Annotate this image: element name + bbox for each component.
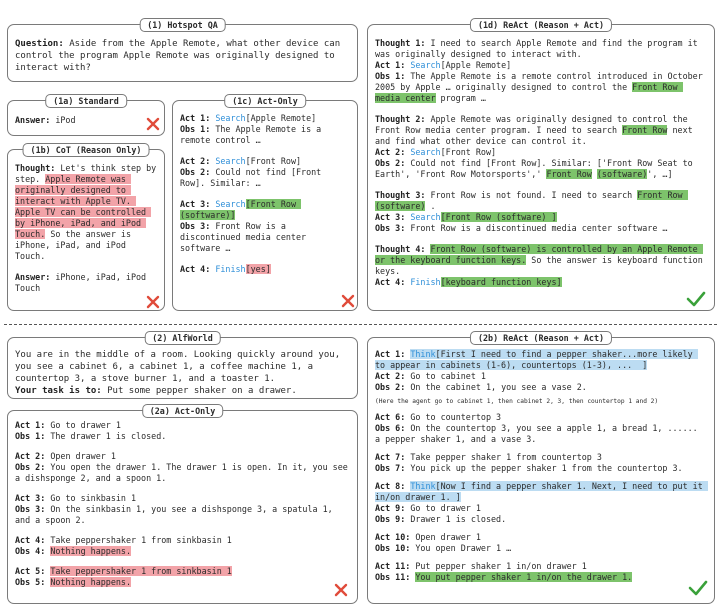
act-step: Act 1: Search[Apple Remote] <box>180 113 317 123</box>
check-mark-icon <box>686 291 706 307</box>
act-only-title: (1c) Act-Only <box>224 94 306 108</box>
act-step: Act 4: Finish[keyboard function keys] <box>375 277 562 287</box>
alf-react-panel <box>367 333 715 604</box>
cot-panel <box>7 145 165 311</box>
obs-step: Obs 11: You put pepper shaker 1 in/on the drawer 1. <box>375 572 633 582</box>
obs-step: Obs 3: On the sinkbasin 1, you see a dishsponge 3, a spatula 1, and a spoon 2. <box>15 504 338 525</box>
act-step: Act 4: Take peppershaker 1 from sinkbasin 1 <box>15 535 232 545</box>
obs-step: Obs 3: Front Row is a discontinued media center software … <box>375 223 668 233</box>
act-step: Act 2: Open drawer 1 <box>15 451 116 461</box>
obs-step: Obs 10: You open Drawer 1 … <box>375 543 512 553</box>
act-step: Act 3: Search[Front Row (software) ] <box>375 212 557 222</box>
obs-step: Obs 7: You pick up the pepper shaker 1 from the countertop 3. <box>375 463 683 473</box>
act-step: Act 5: Take peppershaker 1 from sinkbasin 1 <box>15 566 232 576</box>
skipped-steps-note: (Here the agent go to cabinet 1, then cabinet 2, 3, then countertop 1 and 2) <box>375 398 659 405</box>
alfworld-panel <box>7 333 358 399</box>
obs-step: Obs 9: Drawer 1 is closed. <box>375 514 507 524</box>
act-step: Act 7: Take pepper shaker 1 from countertop 3 <box>375 452 602 462</box>
cross-mark-icon <box>146 117 160 131</box>
act-step: Act 4: Finish[yes] <box>180 264 271 274</box>
standard-title: (1a) Standard <box>45 94 127 108</box>
act-step: Act 2: Go to cabinet 1 <box>375 371 486 381</box>
alfworld-description: You are in the middle of a room. Looking quickly around you, you see a cabinet 6, a cabinet 1, a coffee machine 1, a countertop 3, a stove burner 1, and a toaster 1. <box>15 350 346 384</box>
cot-thought: Thought: Let's think step by step. Apple Remote was originally designed to interact with Apple TV. Apple TV can be controlled by iPhone, iPad, and iPod Touch. So the answer is iPhone, iPad, and iPod Touch. <box>15 163 162 261</box>
thought-step: Thought 2: Apple Remote was originally designed to control the Front Row media center program. I need to search Front Row next and find what other device can control it. <box>375 114 698 146</box>
alfworld-title: (2) AlfWorld <box>144 331 221 345</box>
obs-step: Obs 3: Front Row is a discontinued media center software … <box>180 221 312 253</box>
act-step: Act 1: Search[Apple Remote] <box>375 60 512 70</box>
question-text: Question: Aside from the Apple Remote, what other device can control the program Apple Remote was originally designed to interact with? <box>15 39 346 73</box>
cross-mark-icon <box>341 294 355 308</box>
check-mark-icon <box>688 580 708 596</box>
act-step: Act 3: Search[Front Row (software)] <box>180 199 302 220</box>
act-step: Act 2: Search[Front Row] <box>375 147 497 157</box>
cross-mark-icon <box>334 583 348 597</box>
act-step: Act 2: Search[Front Row] <box>180 156 302 166</box>
obs-step: Obs 1: The Apple Remote is a remote control … <box>180 124 327 145</box>
cot-answer: Answer: iPhone, iPad, iPod Touch <box>15 272 152 293</box>
cross-mark-icon <box>146 295 160 309</box>
obs-step: Obs 2: Could not find [Front Row]. Similar: … <box>180 167 327 188</box>
think-step: Act 1: Think[First I need to find a pepper shaker...more likely to appear in cabinets (1-6), countertops (1-3), ... ] <box>375 349 698 370</box>
react-qa-title: (1d) ReAct (Reason + Act) <box>470 18 612 32</box>
obs-step: Obs 1: The drawer 1 is closed. <box>15 431 167 441</box>
thought-step: Thought 4: Front Row (software) is controlled by an Apple Remote or the keyboard function keys. So the answer is keyboard function keys. <box>375 244 708 276</box>
alfworld-task: Your task is to: Put some pepper shaker on a drawer. <box>15 386 297 396</box>
obs-step: Obs 6: On the countertop 3, you see a apple 1, a bread 1, ...... a pepper shaker 1, and a vase 3. <box>375 423 703 444</box>
obs-step: Obs 4: Nothing happens. <box>15 546 131 556</box>
section-divider <box>4 324 717 325</box>
act-step: Act 11: Put pepper shaker 1 in/on drawer 1 <box>375 561 587 571</box>
act-step: Act 6: Go to countertop 3 <box>375 412 502 422</box>
act-step: Act 1: Go to drawer 1 <box>15 420 121 430</box>
react-qa-panel <box>367 20 715 311</box>
cot-title: (1b) CoT (Reason Only) <box>23 143 150 157</box>
obs-step: Obs 2: Could not find [Front Row]. Similar: ['Front Row Seat to Earth', 'Front Row Motorsports',' Front Row (software)', …] <box>375 158 698 179</box>
obs-step: Obs 5: Nothing happens. <box>15 577 131 587</box>
obs-step: Obs 2: On the cabinet 1, you see a vase 2. <box>375 382 587 392</box>
standard-panel <box>7 96 165 136</box>
alf-act-only-title: (2a) Act-Only <box>142 404 224 418</box>
act-step: Act 3: Go to sinkbasin 1 <box>15 493 137 503</box>
act-only-panel <box>172 96 358 311</box>
obs-step: Obs 2: You open the drawer 1. The drawer 1 is open. In it, you see a dishsponge 2, and a spoon 1. <box>15 462 353 483</box>
standard-answer: Answer: iPod <box>15 115 76 125</box>
hotspot-qa-title: (1) Hotspot QA <box>139 18 226 32</box>
obs-step: Obs 1: The Apple Remote is a remote control introduced in October 2005 by Apple … originally designed to control the Front Row media center program … <box>375 71 708 103</box>
thought-step: Thought 3: Front Row is not found. I need to search Front Row (software) . <box>375 190 688 211</box>
thought-step: Thought 1: I need to search Apple Remote and find the program it was originally designed to interact with. <box>375 38 703 59</box>
act-step: Act 9: Go to drawer 1 <box>375 503 481 513</box>
alf-act-only-panel <box>7 406 358 604</box>
hotspot-qa-panel <box>7 20 358 82</box>
think-step: Act 8: Think[Now I find a pepper shaker 1. Next, I need to put it in/on drawer 1. ] <box>375 481 708 502</box>
act-step: Act 10: Open drawer 1 <box>375 532 481 542</box>
alf-react-title: (2b) ReAct (Reason + Act) <box>470 331 612 345</box>
